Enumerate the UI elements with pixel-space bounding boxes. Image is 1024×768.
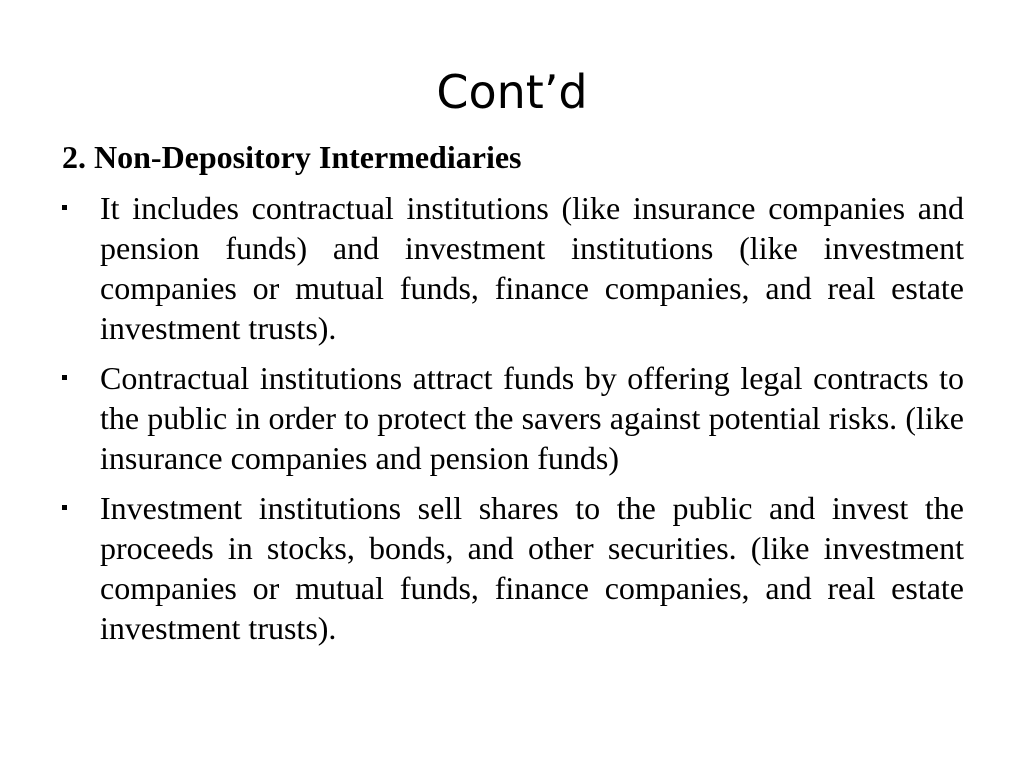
square-bullet-icon	[62, 505, 67, 510]
square-bullet-icon	[62, 375, 67, 380]
bullet-list	[62, 188, 964, 658]
square-bullet-icon	[62, 205, 67, 210]
bullet-item	[62, 488, 964, 648]
slide-title: Cont’d	[436, 65, 588, 119]
bullet-text: It includes contractual institutions (like insurance companies and pension funds) and investment institutions (like investment companies or mutual funds, finance companies, and real estate investment trusts).	[100, 190, 964, 346]
bullet-text: Investment institutions sell shares to the public and invest the proceeds in stocks, bonds, and other securities. (like investment companies or mutual funds, finance companies, and real estate investment trusts).	[100, 490, 964, 646]
section-heading: 2. Non-Depository Intermediaries	[62, 139, 522, 175]
bullet-item	[62, 188, 964, 348]
bullet-item	[62, 358, 964, 478]
bullet-text: Contractual institutions attract funds by offering legal contracts to the public in order to protect the savers against potential risks. (like insurance companies and pension funds)	[100, 360, 964, 476]
